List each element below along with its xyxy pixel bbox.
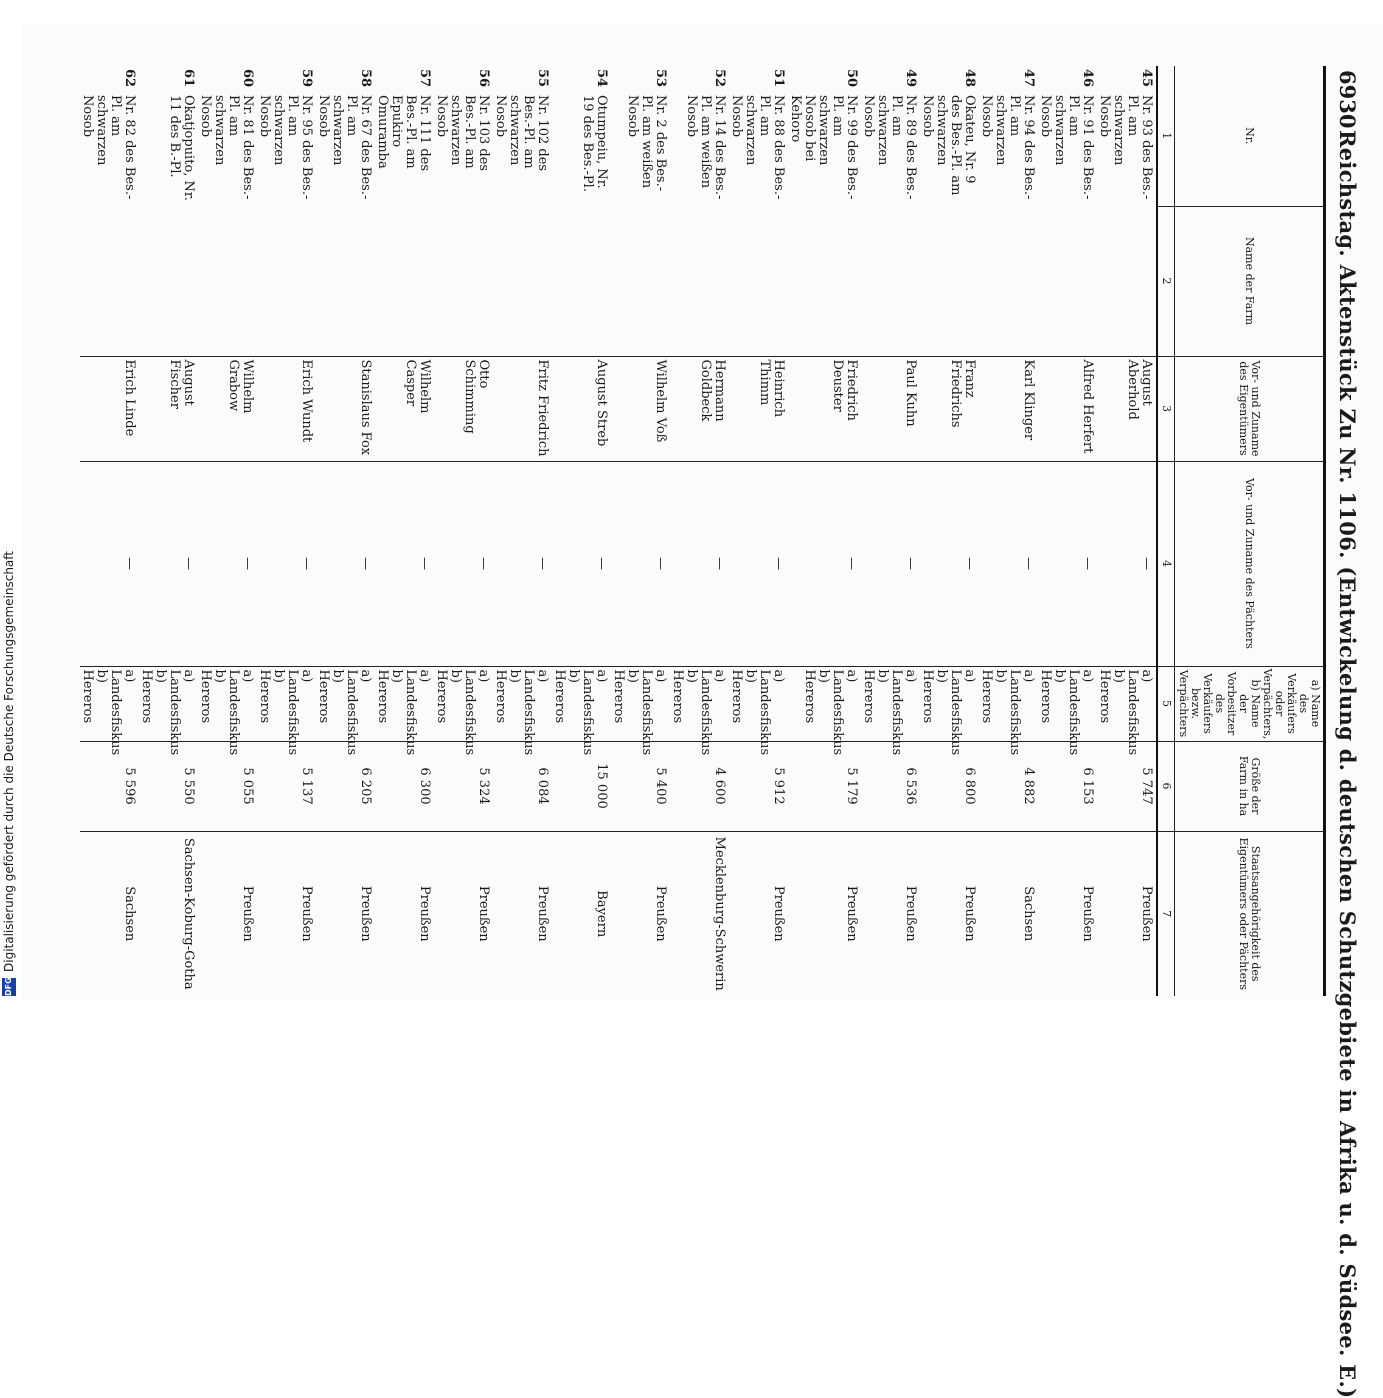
- farm-name: Nr. 103 des Bes.-Pl. am schwarzen Nosob: [434, 95, 491, 172]
- row-number-cell: [729, 66, 788, 356]
- nationality: Sachsen-Koburg-Gotha: [139, 831, 198, 996]
- nationality: Sachsen: [979, 831, 1038, 996]
- farm-name: Nr. 67 des Bes.-Pl. am schwarzen Nosob: [316, 95, 373, 200]
- row-number-cell: [1097, 66, 1157, 356]
- nationality: Preußen: [257, 831, 316, 996]
- farm-name: Nr. 111 des Bes.-Pl. am Epukiro Omuramba: [375, 95, 432, 172]
- seller-b: b) Hereros: [861, 669, 890, 724]
- seller-a: a) Landesfiskus: [948, 669, 977, 756]
- table-body: [80, 66, 1157, 996]
- owner-name: Erich Linde: [80, 356, 139, 461]
- tenant-name: —: [493, 461, 552, 666]
- row-number-cell: [493, 66, 552, 356]
- tenant-name: —: [861, 461, 920, 666]
- row-number: 54: [594, 69, 609, 88]
- seller-cell: [729, 666, 788, 756]
- dfg-logo: DFG: [2, 978, 16, 996]
- tenant-name: —: [316, 461, 375, 666]
- tenant-name: —: [1097, 461, 1157, 666]
- seller-b: b) Hereros: [80, 669, 109, 724]
- funding-note: [0, 0, 20, 1000]
- table-row: [375, 66, 434, 996]
- farm-name: Nr. 81 des Bes.-Pl. am schwarzen Nosob: [198, 95, 255, 200]
- row-number-cell: [1038, 66, 1097, 356]
- table-row: [1038, 66, 1097, 996]
- owner-name: Franz Friedrichs: [920, 356, 979, 461]
- owner-name: August Aberhold: [1097, 356, 1157, 461]
- seller-a: a) Landesfiskus: [698, 669, 727, 756]
- tenant-name: —: [552, 461, 611, 666]
- seller-b: b) Hereros: [552, 669, 581, 724]
- table-row: [257, 66, 316, 996]
- farm-size: 5 324: [434, 741, 493, 831]
- seller-cell: [670, 666, 729, 756]
- funding-text: Digitalisierung gefördert durch die Deutsche Forschungsgemeinschaft: [2, 550, 16, 972]
- table-row: [861, 66, 920, 996]
- farm-name: Nr. 99 des Bes.-Pl. am schwarzen Nosob bei Kehoro: [788, 95, 859, 200]
- seller-a: a) Landesfiskus: [226, 669, 255, 756]
- seller-b: b) Hereros: [375, 669, 404, 724]
- nationality: Preußen: [729, 831, 788, 996]
- seller-b: b) Hereros: [979, 669, 1008, 724]
- farm-name: Okateu, Nr. 9 des Bes.-Pl. am schwarzen Nosob: [920, 95, 977, 196]
- header-row: [1175, 66, 1325, 996]
- farm-size: 5 179: [788, 741, 861, 831]
- nationality: Preußen: [788, 831, 861, 996]
- column-number-row: [1157, 66, 1175, 996]
- farm-size: 5 596: [80, 741, 139, 831]
- seller-a: a) Landesfiskus: [1125, 669, 1154, 756]
- nationality: Preußen: [316, 831, 375, 996]
- row-number-cell: [198, 66, 257, 356]
- page-header: [1330, 66, 1362, 1398]
- owner-name: Wilhelm Voß: [611, 356, 670, 461]
- owner-name: Paul Kuhn: [861, 356, 920, 461]
- nationality: Preußen: [1038, 831, 1097, 996]
- farm-name: Nr. 89 des Bes.-Pl. am schwarzen Nosob: [861, 95, 918, 200]
- farm-size: 5 550: [139, 741, 198, 831]
- seller-cell: [552, 666, 611, 756]
- seller-b: b) Hereros: [434, 669, 463, 724]
- owner-name: Heinrich Thimm: [729, 356, 788, 461]
- farm-size: 6 153: [1038, 741, 1097, 831]
- column-number-1: 1: [1157, 66, 1175, 206]
- owner-name: Alfred Herfert: [1038, 356, 1097, 461]
- seller-cell: [1097, 666, 1157, 756]
- farm-size: 6 536: [861, 741, 920, 831]
- row-number-cell: [552, 66, 611, 356]
- column-number-3: 3: [1157, 356, 1175, 461]
- seller-b: b) Hereros: [729, 669, 758, 724]
- farm-size: 5 055: [198, 741, 257, 831]
- row-number: 45: [1139, 69, 1154, 88]
- nationality: Preußen: [861, 831, 920, 996]
- row-number-cell: [80, 66, 139, 356]
- tenant-name: —: [80, 461, 139, 666]
- tenant-name: —: [257, 461, 316, 666]
- seller-cell: [375, 666, 434, 756]
- seller-a: a) Landesfiskus: [462, 669, 491, 756]
- farm-name: Nr. 88 des Bes.-Pl. am schwarzen Nosob: [729, 95, 786, 200]
- owner-name: Karl Klinger: [979, 356, 1038, 461]
- seller-b: b) Hereros: [198, 669, 227, 724]
- farm-name: Nr. 94 des Bes.-Pl. am schwarzen Nosob: [979, 95, 1036, 200]
- owner-name: August Streb: [552, 356, 611, 461]
- farm-size: 4 600: [670, 741, 729, 831]
- nationality: Preußen: [920, 831, 979, 996]
- farm-name: Nr. 2 des Bes.-Pl. am weißen Nosob: [625, 95, 668, 192]
- row-number-cell: [316, 66, 375, 356]
- farm-size: 6 300: [375, 741, 434, 831]
- tenant-name: —: [1038, 461, 1097, 666]
- seller-cell: [139, 666, 198, 756]
- owner-name: Fritz Friedrich: [493, 356, 552, 461]
- seller-a: a) Landesfiskus: [639, 669, 668, 756]
- nationality: Preußen: [375, 831, 434, 996]
- column-number-6: 6: [1157, 741, 1175, 831]
- page-title: Reichstag. Aktenstück Zu Nr. 1106. (Entwickelung d. deutschen Schutzgebiete in Afrika u. d. Südsee. E.): [1335, 130, 1360, 1398]
- farm-table: [80, 66, 1326, 996]
- scanned-page: [22, 24, 1383, 1398]
- column-number-5: 5: [1157, 666, 1175, 741]
- row-number: 51: [771, 69, 786, 88]
- column-number-4: 4: [1157, 461, 1175, 666]
- seller-a: a) Landesfiskus: [580, 669, 609, 756]
- tenant-name: —: [670, 461, 729, 666]
- row-number-cell: [979, 66, 1038, 356]
- column-header-4: Vor- und Zuname des Pächters: [1175, 461, 1325, 666]
- nationality: Preußen: [198, 831, 257, 996]
- farm-size: 15 000: [552, 741, 611, 831]
- nationality: Sachsen: [80, 831, 139, 996]
- seller-cell: [788, 666, 861, 756]
- owner-name: Friedrich Deuster: [788, 356, 861, 461]
- row-number-cell: [670, 66, 729, 356]
- row-number: 49: [903, 69, 918, 88]
- seller-a: a) Landesfiskus: [285, 669, 314, 756]
- seller-cell: [861, 666, 920, 756]
- farm-size: 6 800: [920, 741, 979, 831]
- owner-name: Wilhelm Grabow: [198, 356, 257, 461]
- seller-a: a) Landesfiskus: [889, 669, 918, 756]
- row-number: 48: [962, 69, 977, 88]
- table-row: [920, 66, 979, 996]
- row-number-cell: [920, 66, 979, 356]
- seller-cell: [920, 666, 979, 756]
- row-number: 52: [712, 69, 727, 88]
- seller-cell: [493, 666, 552, 756]
- farm-size: 5 400: [611, 741, 670, 831]
- farm-name: Okatjopuito, Nr. 11 des B.-Pl.: [167, 95, 196, 201]
- column-number-7: 7: [1157, 831, 1175, 996]
- column-header-1: Nr.: [1175, 66, 1325, 206]
- seller-a: a) Landesfiskus: [108, 669, 137, 756]
- table-row: [139, 66, 198, 996]
- row-number-cell: [257, 66, 316, 356]
- tenant-name: —: [788, 461, 861, 666]
- row-number: 53: [653, 69, 668, 88]
- seller-a: a) Landesfiskus: [403, 669, 432, 756]
- owner-name: Wilhelm Casper: [375, 356, 434, 461]
- seller-a: a) Landesfiskus: [757, 669, 786, 756]
- tenant-name: —: [979, 461, 1038, 666]
- row-number: 58: [358, 69, 373, 88]
- farm-name: Nr. 91 des Bes.-Pl. am schwarzen Nosob: [1038, 95, 1095, 200]
- seller-cell: [257, 666, 316, 756]
- seller-a: a) Landesfiskus: [1007, 669, 1036, 756]
- row-number: 60: [240, 69, 255, 88]
- seller-b: b) Hereros: [1097, 669, 1126, 724]
- row-number: 55: [535, 69, 550, 88]
- tenant-name: —: [729, 461, 788, 666]
- row-number: 50: [844, 69, 859, 88]
- row-number-cell: [139, 66, 198, 356]
- table-row: [434, 66, 493, 996]
- seller-b: b) Hereros: [802, 669, 831, 724]
- table-row: [493, 66, 552, 996]
- nationality: Bayern: [552, 831, 611, 996]
- owner-name: August Fischer: [139, 356, 198, 461]
- table-row: [788, 66, 861, 996]
- seller-a: a) Landesfiskus: [1066, 669, 1095, 756]
- farm-size: 4 882: [979, 741, 1038, 831]
- seller-a: a) Landesfiskus: [830, 669, 859, 756]
- nationality: Preußen: [1097, 831, 1157, 996]
- row-number: 56: [476, 69, 491, 88]
- seller-a: a) Landesfiskus: [521, 669, 550, 756]
- farm-name: Otumpeiu, Nr. 19 des Bes.-Pl.: [580, 95, 609, 192]
- table-row: [979, 66, 1038, 996]
- column-header-3: Vor- und Zuname des Eigentümers: [1175, 356, 1325, 461]
- rotated-document: [80, 66, 1362, 1398]
- seller-b: b) Hereros: [139, 669, 168, 724]
- farm-size: 6 205: [316, 741, 375, 831]
- seller-cell: [1038, 666, 1097, 756]
- seller-b: b) Hereros: [316, 669, 345, 724]
- owner-name: Erich Wundt: [257, 356, 316, 461]
- row-number-cell: [375, 66, 434, 356]
- seller-cell: [80, 666, 139, 756]
- page-number: 6930: [1335, 70, 1360, 129]
- column-header-7: Staatsangehörigkeit des Eigentümers oder Pächters: [1175, 831, 1325, 996]
- table-row: [670, 66, 729, 996]
- table-row: [316, 66, 375, 996]
- tenant-name: —: [198, 461, 257, 666]
- table-row: [552, 66, 611, 996]
- nationality: Preußen: [493, 831, 552, 996]
- row-number-cell: [434, 66, 493, 356]
- seller-cell: [316, 666, 375, 756]
- seller-cell: [979, 666, 1038, 756]
- farm-name: Nr. 82 des Bes.-Pl. am schwarzen Nosob: [80, 95, 137, 200]
- farm-name: Nr. 95 des Bes.-Pl. am schwarzen Nosob: [257, 95, 314, 200]
- table-row: [729, 66, 788, 996]
- owner-name: Hermann Goldbeck: [670, 356, 729, 461]
- seller-b: b) Hereros: [1038, 669, 1067, 724]
- row-number: 62: [122, 69, 137, 88]
- table-row: [611, 66, 670, 996]
- column-number-2: 2: [1157, 206, 1175, 356]
- farm-name: Nr. 14 des Bes.-Pl. am weißen Nosob: [684, 95, 727, 200]
- seller-cell: [611, 666, 670, 756]
- nationality: Preußen: [611, 831, 670, 996]
- table-row: [198, 66, 257, 996]
- column-header-6: Größe der Farm in ha: [1175, 741, 1325, 831]
- farm-size: 5 137: [257, 741, 316, 831]
- farm-size: 5 912: [729, 741, 788, 831]
- row-number: 59: [299, 69, 314, 88]
- row-number-cell: [861, 66, 920, 356]
- column-header-5: a) Name des Verkäufers oder Verpächters, b) Name der Vorbesitzer des Verkäufers bezw. Verpächters: [1175, 666, 1325, 741]
- seller-a: a) Landesfiskus: [344, 669, 373, 756]
- tenant-name: —: [611, 461, 670, 666]
- farm-size: 6 084: [493, 741, 552, 831]
- table-row: [1097, 66, 1157, 996]
- farm-size: 5 747: [1097, 741, 1157, 831]
- owner-name: Otto Schimming: [434, 356, 493, 461]
- row-number: 61: [181, 69, 196, 88]
- tenant-name: —: [920, 461, 979, 666]
- seller-b: b) Hereros: [493, 669, 522, 724]
- nationality: Preußen: [434, 831, 493, 996]
- seller-cell: [198, 666, 257, 756]
- seller-b: b) Hereros: [257, 669, 286, 724]
- tenant-name: —: [139, 461, 198, 666]
- column-header-2: Name der Farm: [1175, 206, 1325, 356]
- seller-b: b) Hereros: [670, 669, 699, 724]
- row-number: 47: [1021, 69, 1036, 88]
- tenant-name: —: [434, 461, 493, 666]
- row-number-cell: [611, 66, 670, 356]
- seller-cell: [434, 666, 493, 756]
- tenant-name: —: [375, 461, 434, 666]
- row-number-cell: [788, 66, 861, 356]
- table-row: [80, 66, 139, 996]
- row-number: 46: [1080, 69, 1095, 88]
- owner-name: Stanislaus Fox: [316, 356, 375, 461]
- farm-name: Nr. 102 des Bes.-Pl. am schwarzen Nosob: [493, 95, 550, 172]
- nationality: Mecklenburg-Schwerin: [670, 831, 729, 996]
- seller-a: a) Landesfiskus: [167, 669, 196, 756]
- farm-name: Nr. 93 des Bes.-Pl. am schwarzen Nosob: [1097, 95, 1154, 200]
- seller-b: b) Hereros: [920, 669, 949, 724]
- seller-b: b) Hereros: [611, 669, 640, 724]
- row-number: 57: [417, 69, 432, 88]
